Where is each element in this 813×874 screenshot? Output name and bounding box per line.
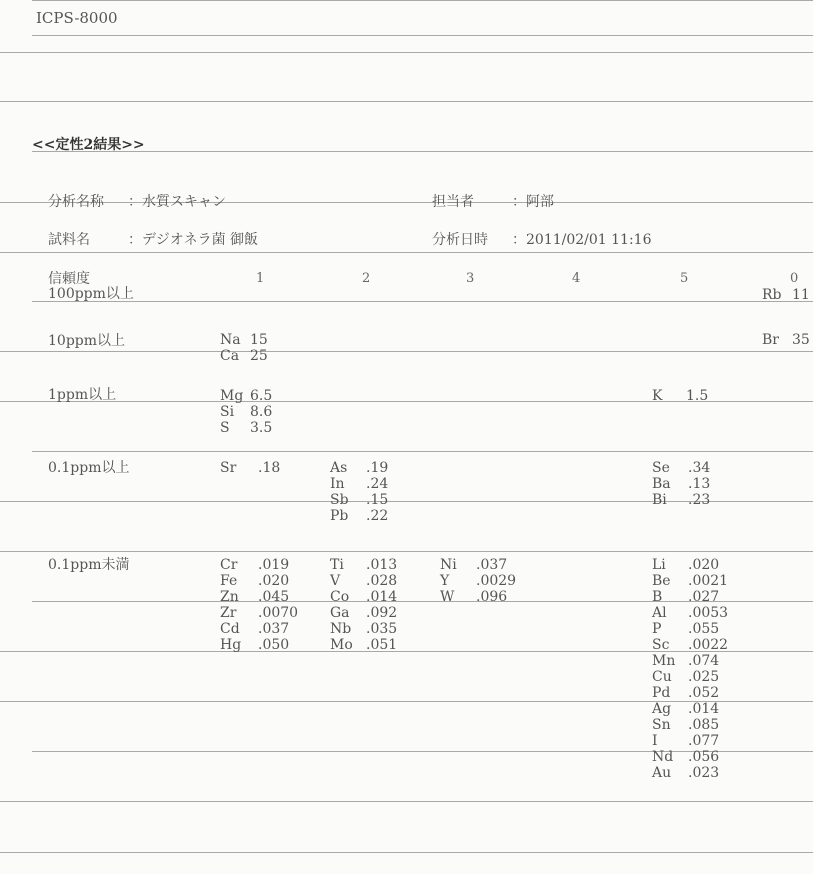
- element-value: .0029: [476, 573, 517, 589]
- element-value: .15: [366, 492, 389, 508]
- element-value: .085: [688, 717, 720, 733]
- element-value: 11: [792, 287, 810, 303]
- element-symbol: Y: [440, 573, 450, 589]
- element-value: .013: [366, 557, 398, 573]
- cell-row4-col1: [220, 557, 298, 653]
- rule-line: [32, 301, 813, 302]
- element-value: .020: [258, 573, 290, 589]
- element-symbol: Rb: [762, 287, 782, 303]
- date-value: ：2011/02/01 11:16: [512, 232, 652, 248]
- element-value: .24: [366, 476, 389, 492]
- rule-line: [0, 101, 813, 102]
- operator-label: 担当者: [432, 194, 474, 210]
- element-entry: [652, 717, 728, 733]
- element-symbol: Ga: [330, 605, 350, 621]
- element-value: 3.5: [250, 420, 273, 436]
- element-entry: [762, 332, 810, 348]
- element-entry: [652, 621, 728, 637]
- element-entry: [652, 701, 728, 717]
- element-value: .055: [688, 621, 720, 637]
- rule-line: [32, 0, 813, 1]
- row-label: 0.1ppm以上: [48, 460, 130, 476]
- element-symbol: Mo: [330, 637, 353, 653]
- column-header: 3: [466, 271, 475, 286]
- element-symbol: Sn: [652, 717, 671, 733]
- element-value: .056: [688, 749, 720, 765]
- element-entry: [652, 557, 728, 573]
- element-value: .050: [258, 637, 290, 653]
- element-entry: [652, 749, 728, 765]
- element-entry: [220, 420, 272, 436]
- element-entry: [652, 476, 710, 492]
- element-entry: [330, 605, 397, 621]
- element-symbol: Zr: [220, 605, 237, 621]
- element-value: 35: [792, 332, 810, 348]
- date-label: 分析日時: [432, 232, 488, 248]
- element-value: .023: [688, 765, 720, 781]
- element-symbol: Zn: [220, 589, 239, 605]
- element-symbol: Ni: [440, 557, 457, 573]
- element-entry: [652, 492, 710, 508]
- operator-value: ：阿部: [512, 194, 554, 210]
- element-symbol: W: [440, 589, 455, 605]
- element-symbol: Be: [652, 573, 671, 589]
- element-symbol: As: [330, 460, 348, 476]
- element-symbol: Al: [652, 605, 667, 621]
- column-header: 0: [790, 271, 799, 286]
- element-value: .014: [366, 589, 398, 605]
- cell-row4-col2: [330, 557, 397, 653]
- cell-row4-col5: [652, 557, 728, 781]
- element-entry: [652, 388, 708, 404]
- element-entry: [330, 637, 397, 653]
- cell-row2-col5: [652, 388, 708, 404]
- cell-row3-col5: [652, 460, 710, 508]
- element-value: .027: [688, 589, 720, 605]
- element-symbol: Hg: [220, 637, 242, 653]
- cell-row3-col2: [330, 460, 388, 524]
- element-entry: [220, 637, 298, 653]
- element-symbol: In: [330, 476, 345, 492]
- element-symbol: Sb: [330, 492, 349, 508]
- element-entry: [652, 637, 728, 653]
- cell-row1-col0: [762, 332, 810, 348]
- rule-line: [32, 151, 813, 152]
- element-entry: [330, 589, 397, 605]
- element-value: .092: [366, 605, 398, 621]
- element-symbol: Fe: [220, 573, 238, 589]
- element-symbol: Cr: [220, 557, 238, 573]
- element-value: .077: [688, 733, 720, 749]
- element-symbol: S: [220, 420, 230, 436]
- row-label: 0.1ppm未満: [48, 557, 130, 573]
- element-entry: [330, 573, 397, 589]
- element-value: .0022: [688, 637, 729, 653]
- element-entry: [330, 621, 397, 637]
- element-entry: [330, 508, 388, 524]
- element-entry: [652, 460, 710, 476]
- row-label: 1ppm以上: [48, 387, 117, 403]
- element-value: 6.5: [250, 388, 273, 404]
- rule-line: [0, 852, 813, 853]
- element-entry: [330, 460, 388, 476]
- element-symbol: Sr: [220, 460, 237, 476]
- cell-row3-col1: [220, 460, 280, 476]
- element-value: .025: [688, 669, 720, 685]
- element-value: .34: [688, 460, 711, 476]
- element-value: .18: [258, 460, 281, 476]
- element-entry: [652, 685, 728, 701]
- element-entry: [220, 460, 280, 476]
- element-value: .052: [688, 685, 720, 701]
- element-symbol: Cu: [652, 669, 672, 685]
- element-value: .13: [688, 476, 711, 492]
- cell-row4-col3: [440, 557, 516, 605]
- element-value: .037: [258, 621, 290, 637]
- element-value: .045: [258, 589, 290, 605]
- element-symbol: Ba: [652, 476, 671, 492]
- element-value: 15: [250, 332, 268, 348]
- element-entry: [652, 669, 728, 685]
- sample-label: 試料名: [48, 232, 90, 248]
- row-label: 100ppm以上: [48, 286, 134, 302]
- rule-line: [0, 351, 813, 352]
- element-symbol: Cd: [220, 621, 240, 637]
- element-value: .0021: [688, 573, 729, 589]
- column-header: 4: [572, 271, 581, 286]
- sample-value: ：デジオネラ菌 御飯: [128, 232, 259, 248]
- element-entry: [220, 573, 298, 589]
- element-symbol: Mg: [220, 388, 244, 404]
- element-symbol: Se: [652, 460, 670, 476]
- element-entry: [652, 653, 728, 669]
- element-entry: [220, 348, 268, 364]
- element-symbol: B: [652, 589, 663, 605]
- element-symbol: Nd: [652, 749, 674, 765]
- element-symbol: Mn: [652, 653, 676, 669]
- element-symbol: Ca: [220, 348, 240, 364]
- element-value: 8.6: [250, 404, 273, 420]
- element-value: 25: [250, 348, 268, 364]
- element-entry: [440, 589, 516, 605]
- element-entry: [652, 605, 728, 621]
- element-symbol: K: [652, 388, 663, 404]
- element-value: .19: [366, 460, 389, 476]
- element-symbol: Ag: [652, 701, 672, 717]
- element-symbol: Na: [220, 332, 241, 348]
- cell-row0-col0: [762, 287, 810, 303]
- element-value: .035: [366, 621, 398, 637]
- element-entry: [220, 621, 298, 637]
- element-entry: [220, 404, 272, 420]
- rule-line: [0, 52, 813, 53]
- element-symbol: Pd: [652, 685, 671, 701]
- element-entry: [220, 557, 298, 573]
- element-value: .0053: [688, 605, 729, 621]
- element-entry: [652, 589, 728, 605]
- element-value: .019: [258, 557, 290, 573]
- element-value: .037: [476, 557, 508, 573]
- analysis-name-label: 分析名称: [48, 194, 104, 210]
- cell-row1-col1: [220, 332, 268, 364]
- element-value: .020: [688, 557, 720, 573]
- element-entry: [652, 765, 728, 781]
- element-entry: [330, 557, 397, 573]
- element-symbol: Br: [762, 332, 779, 348]
- analysis-name-value: ：水質スキャン: [128, 194, 226, 210]
- rule-line: [0, 202, 813, 203]
- element-entry: [652, 573, 728, 589]
- rule-line: [32, 35, 813, 36]
- element-symbol: Si: [220, 404, 235, 420]
- rule-line: [0, 252, 813, 253]
- instrument-name: ICPS-8000: [36, 9, 118, 27]
- element-value: 1.5: [686, 388, 709, 404]
- column-header: 5: [680, 271, 689, 286]
- section-title: <<定性2結果>>: [32, 137, 145, 153]
- element-value: .051: [366, 637, 398, 653]
- element-entry: [220, 332, 268, 348]
- element-value: .22: [366, 508, 389, 524]
- element-symbol: Li: [652, 557, 666, 573]
- column-header: 2: [362, 271, 371, 286]
- element-value: .0070: [258, 605, 299, 621]
- element-value: .014: [688, 701, 720, 717]
- element-value: .096: [476, 589, 508, 605]
- element-symbol: V: [330, 573, 341, 589]
- rule-line: [32, 451, 813, 452]
- element-entry: [330, 476, 388, 492]
- element-entry: [440, 573, 516, 589]
- element-value: .23: [688, 492, 711, 508]
- element-symbol: Pb: [330, 508, 349, 524]
- element-entry: [762, 287, 810, 303]
- element-symbol: Co: [330, 589, 350, 605]
- element-entry: [652, 733, 728, 749]
- element-symbol: Sc: [652, 637, 670, 653]
- element-entry: [440, 557, 516, 573]
- element-symbol: Ti: [330, 557, 344, 573]
- column-header: 1: [256, 271, 265, 286]
- element-symbol: Bi: [652, 492, 667, 508]
- element-symbol: Au: [652, 765, 672, 781]
- row-label: 10ppm以上: [48, 333, 126, 349]
- element-symbol: P: [652, 621, 662, 637]
- element-entry: [330, 492, 388, 508]
- element-value: .028: [366, 573, 398, 589]
- reliability-label: 信頼度: [48, 271, 90, 287]
- cell-row2-col1: [220, 388, 272, 436]
- element-entry: [220, 605, 298, 621]
- rule-line: [0, 551, 813, 552]
- element-value: .074: [688, 653, 720, 669]
- element-symbol: I: [652, 733, 658, 749]
- element-entry: [220, 388, 272, 404]
- element-entry: [220, 589, 298, 605]
- element-symbol: Nb: [330, 621, 352, 637]
- rule-line: [0, 801, 813, 802]
